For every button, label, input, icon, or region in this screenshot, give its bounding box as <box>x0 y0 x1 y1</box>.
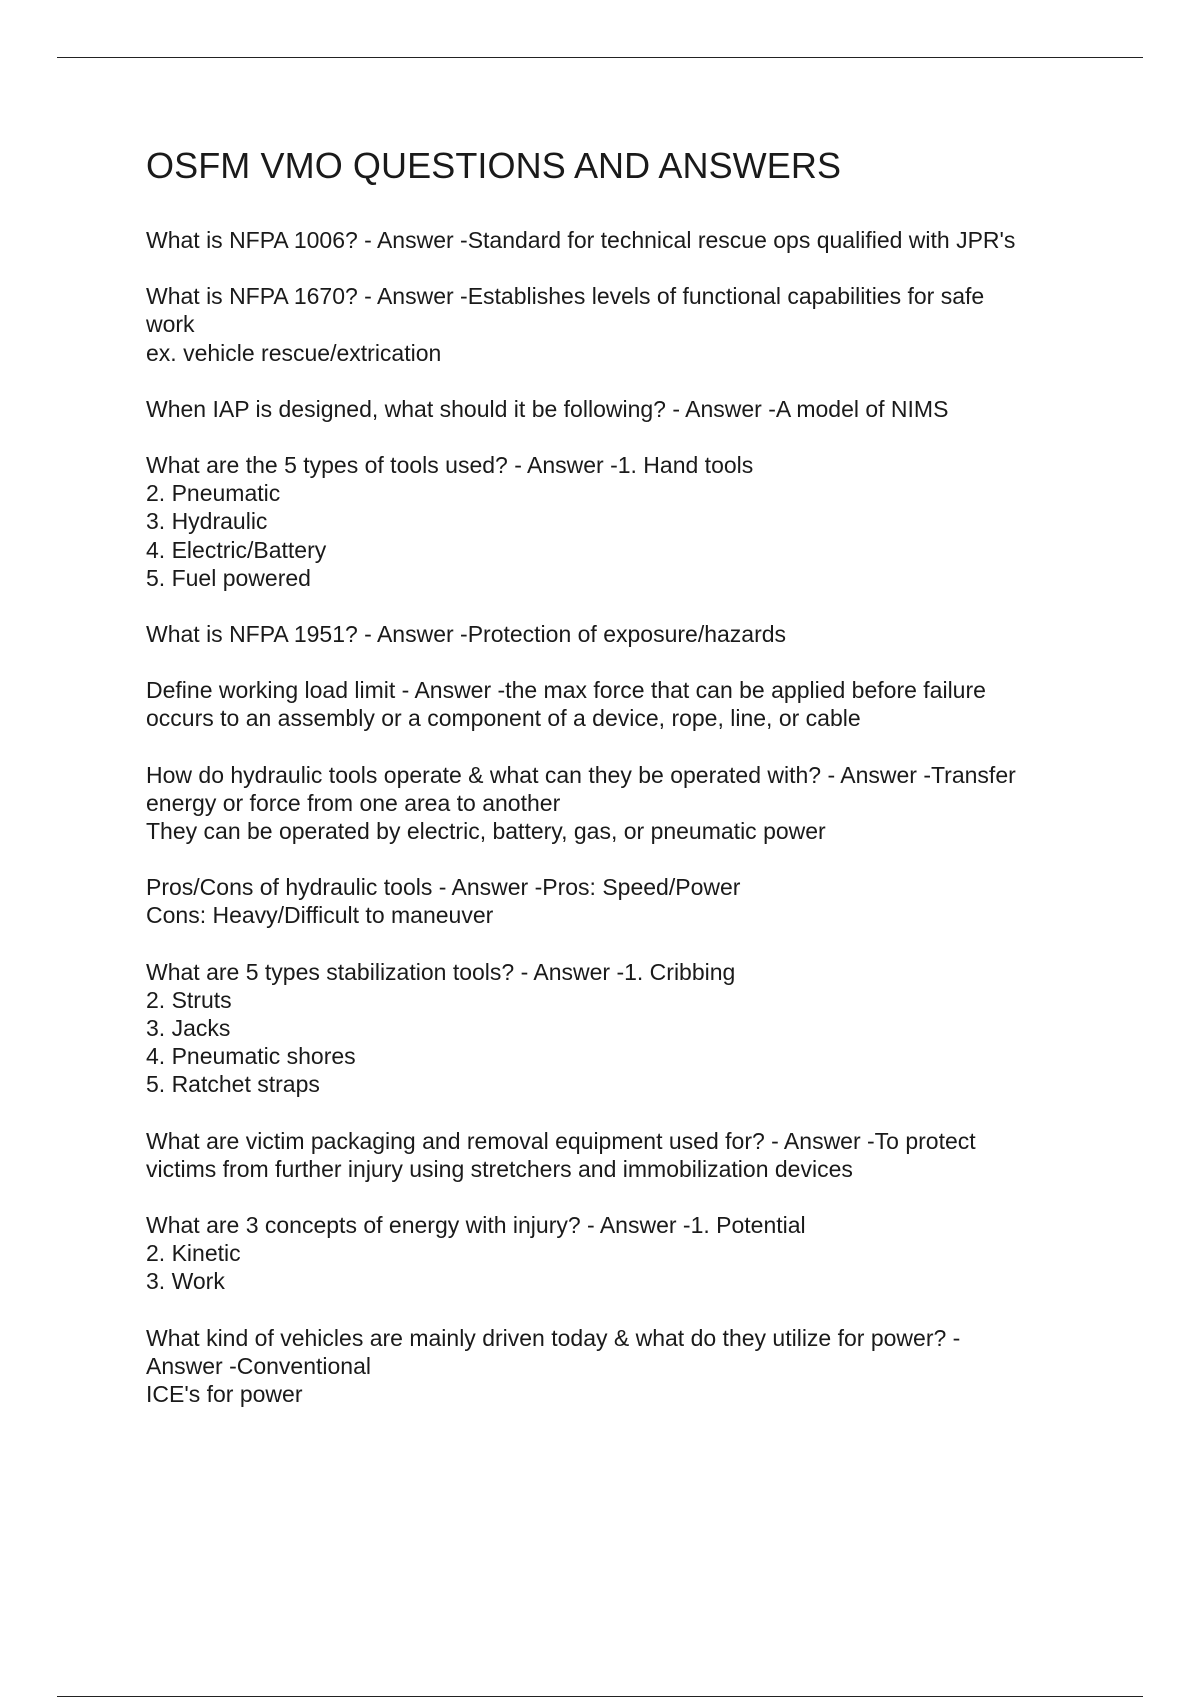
qa-item: What are the 5 types of tools used? - Answer -1. Hand tools 2. Pneumatic 3. Hydraulic 4. Electric/Battery 5. Fuel powered <box>146 452 754 591</box>
qa-list <box>146 226 1086 1408</box>
qa-item: What kind of vehicles are mainly driven today & what do they utilize for power? - Answer -Conventional ICE's for power <box>146 1324 961 1408</box>
qa-item: What is NFPA 1951? - Answer -Protection of exposure/hazards <box>146 621 787 648</box>
top-divider <box>57 57 1143 58</box>
qa-item: Define working load limit - Answer -the max force that can be applied before failure occurs to an assembly or a component of a device, rope, line, or cable <box>146 677 986 732</box>
qa-item: What is NFPA 1006? - Answer -Standard for technical rescue ops qualified with JPR's <box>146 227 1016 253</box>
bottom-divider <box>57 1696 1143 1697</box>
qa-item: How do hydraulic tools operate & what can they be operated with? - Answer -Transfer energy or force from one area to another They can be operated by electric, battery, gas, or pneumatic power <box>146 761 1016 845</box>
qa-item: When IAP is designed, what should it be following? - Answer -A model of NIMS <box>146 395 949 422</box>
qa-item: Pros/Cons of hydraulic tools - Answer -Pros: Speed/Power Cons: Heavy/Difficult to maneuver <box>146 874 741 929</box>
document-body <box>146 140 1086 1436</box>
qa-item: What is NFPA 1670? - Answer -Establishes levels of functional capabilities for safe work ex. vehicle rescue/extrication <box>146 283 985 366</box>
qa-item: What are victim packaging and removal equipment used for? - Answer -To protect victims from further injury using stretchers and immobilization devices <box>146 1127 976 1182</box>
qa-item: What are 5 types stabilization tools? - Answer -1. Cribbing 2. Struts 3. Jacks 4. Pneumatic shores 5. Ratchet straps <box>146 958 736 1098</box>
qa-item: What are 3 concepts of energy with injury? - Answer -1. Potential 2. Kinetic 3. Work <box>146 1212 806 1295</box>
document-title: OSFM VMO QUESTIONS AND ANSWERS <box>146 145 842 186</box>
